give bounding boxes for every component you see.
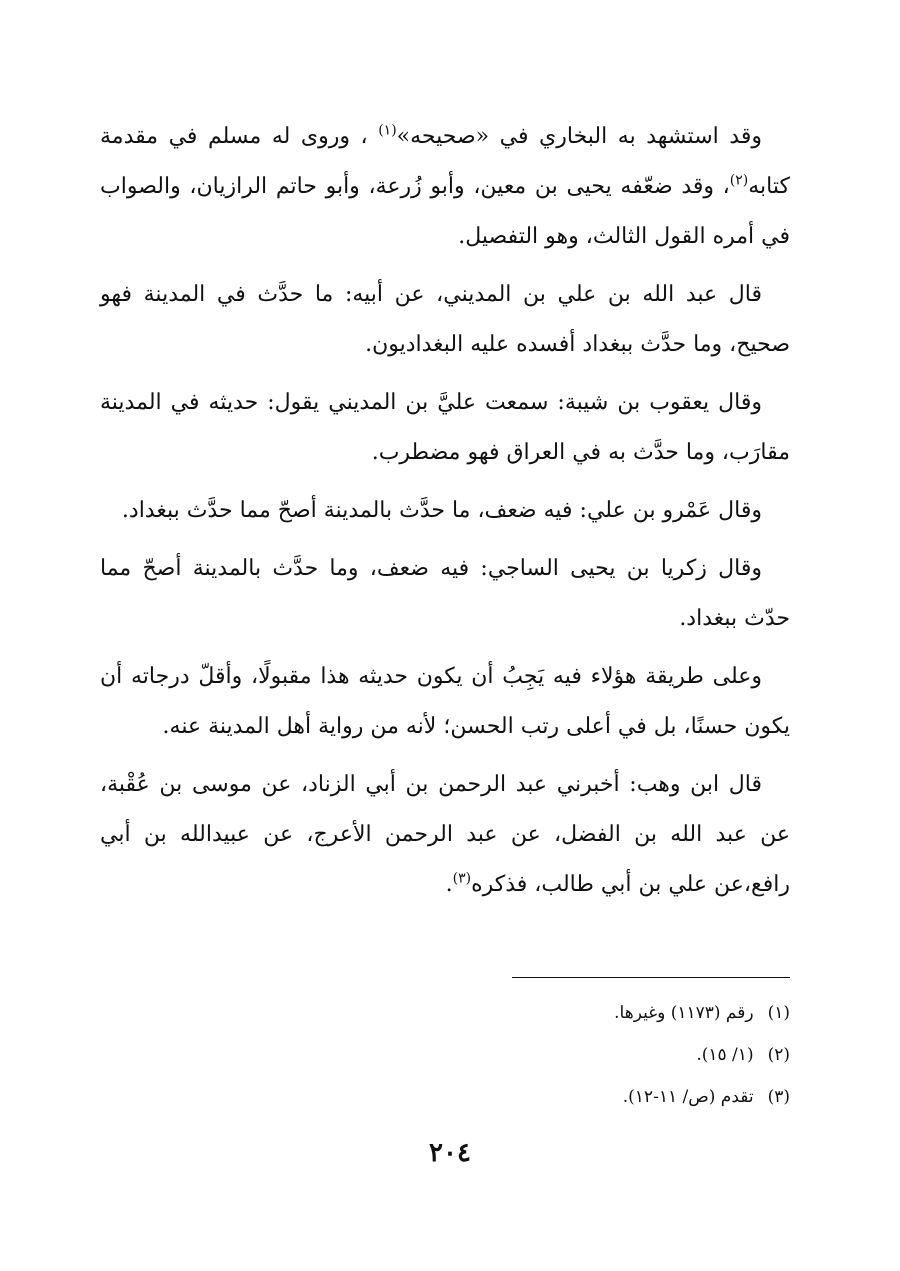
footnote bbox=[100, 992, 790, 1034]
footnote-number: (٣) bbox=[767, 1087, 790, 1107]
footnote-text: تقدم (ص/ ١١-١٢). bbox=[622, 1087, 754, 1107]
footnote bbox=[100, 1034, 790, 1076]
body-paragraph bbox=[100, 652, 790, 752]
paragraph-text: ، وقد ضعّفه يحيى بن معين، وأبو زُرعة، وأبو حاتم الرازيان، والصواب في أمره القول الثالث، وهو التفصيل. bbox=[100, 174, 790, 249]
body-paragraph bbox=[100, 270, 790, 370]
paragraph-text: قال ابن وهب: أخبرني عبد الرحمن بن أبي الزناد، عن موسى بن عُقْبة، عن عبد الله بن الفضل، عن عبد الرحمن الأعرج، عن عبيدالله بن أبي رافع،عن علي بن أبي طالب، فذكره bbox=[100, 772, 790, 897]
footnote bbox=[100, 1076, 790, 1118]
body-paragraph bbox=[100, 760, 790, 910]
paragraph-text: قال عبد الله بن علي بن المديني، عن أبيه: ما حدَّث في المدينة فهو صحيح، وما حدَّث ببغداد أفسده عليه البغداديون. bbox=[100, 282, 790, 357]
footnote-text: رقم (١١٧٣) وغيرها. bbox=[614, 1003, 754, 1023]
paragraph-text: . bbox=[445, 872, 453, 897]
body-paragraph bbox=[100, 112, 790, 262]
main-text bbox=[100, 112, 790, 918]
paragraph-text: ، وروى له مسلم في مقدمة كتابه bbox=[100, 124, 790, 199]
footnote-marker: (٢) bbox=[729, 172, 749, 189]
footnote-text: (١/ ١٥). bbox=[696, 1045, 754, 1065]
footnote-marker: (١) bbox=[378, 122, 397, 139]
footnotes bbox=[100, 992, 790, 1118]
paragraph-text: وقال زكريا بن يحيى الساجي: فيه ضعف، وما حدَّث بالمدينة أصحّ مما حدّث ببغداد. bbox=[100, 556, 790, 631]
paragraph-text: وقد استشهد به البخاري في «صحيحه» bbox=[396, 124, 762, 149]
footnote-marker: (٣) bbox=[452, 870, 472, 887]
footnote-number: (٢) bbox=[767, 1045, 790, 1065]
page-number: ٢٠٤ bbox=[429, 1138, 471, 1168]
paragraph-text: وعلى طريقة هؤلاء فيه يَجِبُ أن يكون حديثه هذا مقبولًا، وأقلّ درجاته أن يكون حسنًا، بل في أعلى رتب الحسن؛ لأنه من رواية أهل المدينة عنه. bbox=[100, 664, 790, 739]
body-paragraph bbox=[100, 544, 790, 644]
footnote-separator bbox=[512, 977, 790, 978]
body-paragraph bbox=[100, 378, 790, 478]
footnote-number: (١) bbox=[767, 1003, 790, 1023]
paragraph-text: وقال يعقوب بن شيبة: سمعت عليَّ بن المديني يقول: حديثه في المدينة مقارَب، وما حدَّث به في العراق فهو مضطرب. bbox=[100, 390, 790, 465]
paragraph-text: وقال عَمْرو بن علي: فيه ضعف، ما حدَّث بالمدينة أصحّ مما حدَّث ببغداد. bbox=[121, 498, 762, 523]
body-paragraph bbox=[100, 486, 790, 536]
